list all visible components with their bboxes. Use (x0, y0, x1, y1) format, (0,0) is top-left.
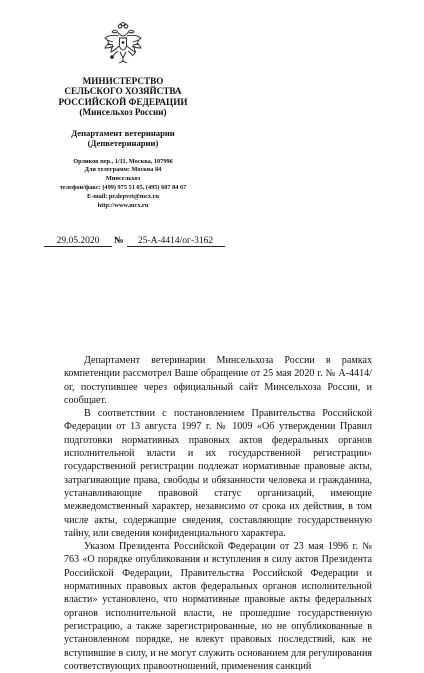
registration-date: 29.05.2020 (44, 236, 112, 247)
registration-number: 25-А-4414/ог-3162 (127, 236, 225, 247)
phone-fax: телефон/факс: (499) 975 51 05, (495) 607 84 67 (59, 184, 187, 192)
department-line: Департамент ветеринарии (71, 127, 175, 138)
telegram-address: Для телеграмм: Москва 84 (84, 166, 162, 174)
paragraph: Указом Президента Российской Федерации от 23 мая 1996 г. № 763 «О порядке опубликования и вступления в силу актов Президента Российской Федерации, Правительства Российской Федерации и нормативных правовых актов федеральных органов исполнительной власти» установлено, что нормативные правовые акты федеральных органов исполнительной власти, не прошедшие государственную регистрацию, а также зарегистрированные, но не опубликованные в установленном порядке, не влекут правовых последствий, как не вступившие в силу, и не могут служить основанием для регулирования соответствующих правоотношений, применения санкций (64, 541, 372, 672)
telegram-code: Минсельхоз (105, 175, 141, 183)
paragraph: В соответствии с постановлением Правительства Российской Федерации от 13 августа 1997 г. № 1009 «Об утверждении Правил подготовки нормативных правовых актов федеральных органов исполнительной власти и их государственной регистрации» государственной регистрации подлежат нормативные правовые акты, затрагивающие права, свободы и обязанности человека и гражданина, устанавливающие правовой статус организаций, имеющие межведомственный характер, независимо от срока их действия, в том числе акты, содержащие сведения, составляющие государственную тайну, или сведения конфиденциального характера. (64, 408, 372, 539)
number-sign: № (114, 236, 124, 246)
department-abbreviation: (Депветеринарии) (87, 137, 159, 148)
address: Орликов пер., 1/11, Москва, 107996 (73, 157, 173, 165)
ministry-line: СЕЛЬСКОГО ХОЗЯЙСТВА (64, 86, 182, 97)
department-name (28, 128, 218, 148)
ministry-name (28, 76, 218, 118)
ministry-line: РОССИЙСКОЙ ФЕДЕРАЦИИ (58, 96, 188, 107)
letterhead (28, 0, 218, 210)
email: E-mail: pr.depvet@mcx.ru (87, 192, 159, 200)
letter-body (64, 354, 372, 673)
website: http://www.mcx.ru (97, 201, 149, 209)
contact-info (28, 158, 218, 211)
ministry-abbreviation: (Минсельхоз России) (79, 107, 167, 118)
registration-line (44, 236, 225, 247)
ministry-line: МИНИСТЕРСТВО (82, 76, 164, 86)
paragraph: Департамент ветеринарии Минсельхоза России в рамках компетенции рассмотрел Ваше обращение от 25 мая 2020 г. № А-4414/ог, поступившее через официальный сайт Минсельхоза России, и сообщает. (64, 355, 372, 406)
coat-of-arms-emblem (101, 22, 145, 66)
